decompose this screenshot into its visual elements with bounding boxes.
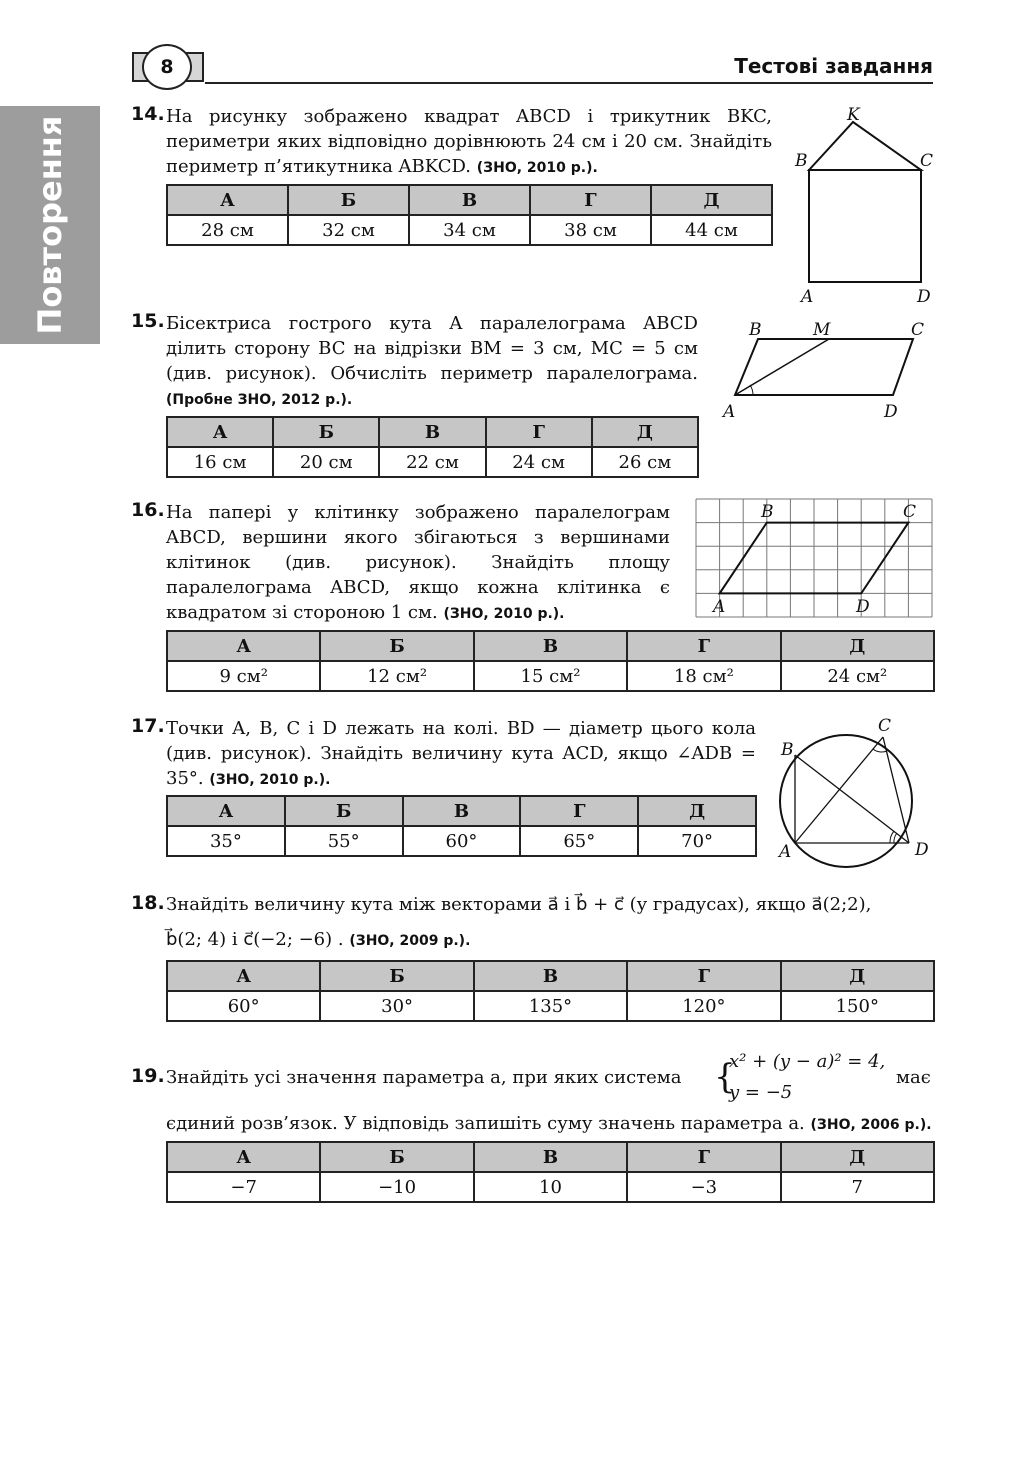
answer-cell: −7	[167, 1172, 320, 1202]
answer-cell: 65°	[520, 826, 638, 856]
square-abcd	[809, 170, 921, 282]
label-c: C	[903, 502, 917, 522]
task-15-text	[166, 311, 698, 413]
answer-cell: 24 см²	[781, 661, 934, 691]
header-cell: А	[167, 961, 320, 991]
label-c: C	[878, 716, 892, 736]
label-b: B	[781, 740, 794, 760]
task-17-question: Точки A, B, C і D лежать на колі. BD — діаметр цього кола (див. рисунок). Знайдіть величину кута ACD, якщо ∠ADB = 35°.	[166, 718, 756, 789]
label-c: C	[911, 320, 925, 340]
task-19-after: має	[896, 1067, 931, 1088]
header-cell: Г	[486, 417, 592, 447]
header-cell: А	[167, 631, 320, 661]
answer-cell: 150°	[781, 991, 934, 1021]
task-19-question-line2: єдиний розв’язок. У відповідь запишіть суму значень параметра a.	[166, 1113, 805, 1134]
system-eq1: x² + (y − a)² = 4,	[729, 1051, 886, 1072]
label-a: A	[779, 842, 792, 862]
header-cell: Д	[638, 796, 756, 826]
chord-ac	[795, 737, 883, 843]
task-19-number: 19.	[131, 1065, 165, 1087]
header-cell: Г	[520, 796, 638, 826]
header-cell: В	[409, 185, 530, 215]
task-16-figure	[696, 499, 934, 617]
task-15-answer-table	[166, 416, 699, 478]
task-17-figure	[775, 715, 945, 875]
system-eq2: y = −5	[729, 1082, 793, 1103]
answer-cell: 9 см²	[167, 661, 320, 691]
answer-cell: 120°	[627, 991, 780, 1021]
task-18-answer-table	[166, 960, 935, 1022]
label-d: D	[884, 402, 898, 422]
task-14-answer-table	[166, 184, 773, 246]
header-cell: Б	[273, 417, 379, 447]
task-17-text	[166, 716, 756, 793]
header-cell: А	[167, 1142, 320, 1172]
label-b: B	[749, 320, 762, 340]
task-15-question: Бісектриса гострого кута A паралелограма ABCD ділить сторону BC на відрізки BM = 3 см, MC = 5 см (див. рисунок). Обчисліть периметр паралелограма.	[166, 313, 698, 384]
header-cell: Г	[627, 631, 780, 661]
header-cell: Г	[627, 1142, 780, 1172]
answer-cell: 38 см	[530, 215, 651, 245]
task-16-question: На папері у клітинку зображено паралелограм ABCD, вершини якого збігаються з вершинами клітинок (див. рисунок). Знайдіть площу паралелограма ABCD, якщо кожна клітинка є квадратом зі стороною 1 см.	[166, 502, 670, 623]
header-cell: Б	[285, 796, 403, 826]
header-cell: В	[403, 796, 521, 826]
header-cell: В	[474, 961, 627, 991]
circle	[780, 735, 912, 867]
task-14-figure	[790, 100, 940, 310]
side-tab	[0, 106, 100, 344]
angle-d-arc-2	[890, 831, 894, 843]
task-17-number: 17.	[131, 715, 165, 737]
header-cell: Д	[651, 185, 772, 215]
answer-cell: −3	[627, 1172, 780, 1202]
task-15-figure	[715, 315, 945, 425]
task-17-answer-table	[166, 795, 757, 857]
task-18-line1: Знайдіть величину кута між векторами a⃗ і b⃗ + c⃗ (у градусах), якщо a⃗(2;2),	[166, 894, 872, 915]
answer-cell: −10	[320, 1172, 473, 1202]
angle-d-arc	[894, 833, 897, 843]
label-d: D	[856, 597, 870, 617]
answer-cell: 16 см	[167, 447, 273, 477]
header-cell: Д	[592, 417, 698, 447]
task-18-question-line2: b⃗(2; 4) і c⃗(−2; −6) .	[166, 929, 344, 950]
answer-cell: 26 см	[592, 447, 698, 477]
header-rule	[205, 82, 933, 84]
header-cell: Б	[320, 1142, 473, 1172]
header-cell: Б	[320, 631, 473, 661]
header-cell: Д	[781, 961, 934, 991]
task-19-line2	[166, 1111, 932, 1138]
task-14-text	[166, 104, 772, 181]
angle-c-arc	[873, 749, 887, 752]
answer-cell: 44 см	[651, 215, 772, 245]
header-cell: Г	[530, 185, 651, 215]
header-cell: Б	[288, 185, 409, 215]
task-15-number: 15.	[131, 310, 165, 332]
answer-cell: 60°	[403, 826, 521, 856]
header-cell: В	[379, 417, 485, 447]
task-17-source: (ЗНО, 2010 р.).	[209, 772, 331, 788]
angle-arc	[750, 385, 753, 395]
label-a: A	[713, 597, 726, 617]
diameter-bd	[795, 755, 909, 843]
side-tab-label: Повторення	[31, 115, 69, 335]
task-19-source: (ЗНО, 2006 р.).	[810, 1117, 932, 1133]
header-cell: В	[474, 631, 627, 661]
header-cell: А	[167, 185, 288, 215]
header-title: Тестові завдання	[734, 54, 933, 78]
answer-cell: 18 см²	[627, 661, 780, 691]
triangle-bkc	[809, 122, 921, 170]
answer-cell: 35°	[167, 826, 285, 856]
task-16-text	[166, 500, 670, 627]
task-16-number: 16.	[131, 499, 165, 521]
answer-cell: 28 см	[167, 215, 288, 245]
header-cell: Д	[781, 1142, 934, 1172]
label-b: B	[761, 502, 774, 522]
answer-cell: 60°	[167, 991, 320, 1021]
task-14-number: 14.	[131, 103, 165, 125]
header-cell: Д	[781, 631, 934, 661]
label-c: C	[920, 151, 934, 171]
answer-cell: 20 см	[273, 447, 379, 477]
parallelogram-abcd	[735, 339, 913, 395]
task-16-source: (ЗНО, 2010 р.).	[443, 606, 565, 622]
answer-cell: 12 см²	[320, 661, 473, 691]
answer-cell: 34 см	[409, 215, 530, 245]
chord-cd	[883, 737, 909, 843]
system-brace: {	[714, 1057, 736, 1097]
header-cell: А	[167, 796, 285, 826]
label-b: B	[795, 151, 808, 171]
page-number: 8	[142, 44, 192, 90]
task-18-line2	[166, 927, 470, 954]
task-15-source: (Пробне ЗНО, 2012 р.).	[166, 392, 353, 408]
answer-cell: 32 см	[288, 215, 409, 245]
header-cell: В	[474, 1142, 627, 1172]
task-19-answer-table	[166, 1141, 935, 1203]
task-18-number: 18.	[131, 892, 165, 914]
task-14-source: (ЗНО, 2010 р.).	[476, 160, 598, 176]
label-a: A	[723, 402, 736, 422]
label-d: D	[915, 840, 929, 860]
grid	[696, 499, 932, 617]
answer-cell: 30°	[320, 991, 473, 1021]
label-k: K	[847, 105, 860, 125]
answer-cell: 135°	[474, 991, 627, 1021]
label-m: M	[813, 320, 831, 340]
task-18-source: (ЗНО, 2009 р.).	[349, 933, 471, 949]
answer-cell: 70°	[638, 826, 756, 856]
answer-cell: 7	[781, 1172, 934, 1202]
task-19-line1: Знайдіть усі значення параметра a, при яких система	[166, 1067, 682, 1088]
answer-cell: 10	[474, 1172, 627, 1202]
label-d: D	[917, 287, 931, 307]
header-cell: Г	[627, 961, 780, 991]
header-cell: Б	[320, 961, 473, 991]
answer-cell: 15 см²	[474, 661, 627, 691]
answer-cell: 55°	[285, 826, 403, 856]
header-cell: А	[167, 417, 273, 447]
label-a: A	[801, 287, 814, 307]
answer-cell: 22 см	[379, 447, 485, 477]
task-16-answer-table	[166, 630, 935, 692]
task-14-question: На рисунку зображено квадрат ABCD і трикутник BKC, периметри яких відповідно дорівнюють 24 см і 20 см. Знайдіть периметр п’ятикутника ABKCD.	[166, 106, 772, 177]
answer-cell: 24 см	[486, 447, 592, 477]
bisector-am	[735, 339, 829, 395]
